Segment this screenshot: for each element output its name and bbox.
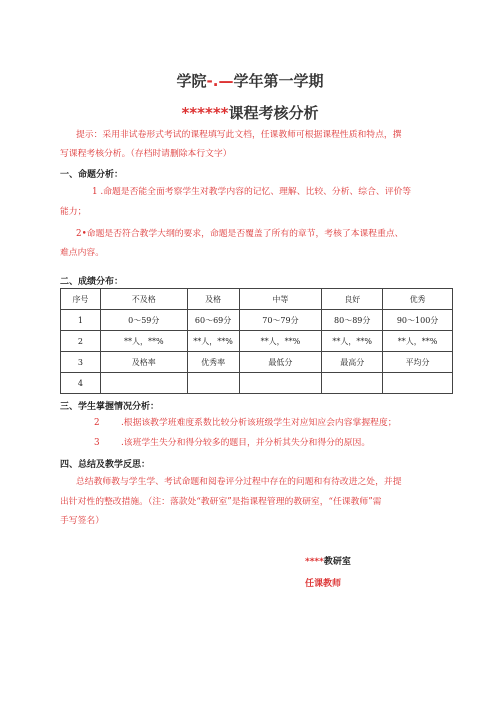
table-cell: 2 — [61, 331, 101, 352]
table-cell: 平均分 — [383, 352, 453, 373]
table-cell: 优秀率 — [187, 352, 239, 373]
table-cell: **人，**% — [187, 331, 239, 352]
section-1-heading: 一、命题分析： — [60, 170, 124, 180]
table-row — [61, 289, 453, 310]
s3-item-2-text: .该班学生失分和得分较多的题目，并分析其失分和得分的原因。 — [121, 438, 371, 448]
s1-paragraph-1: 1 .命题是否能全面考察学生对教学内容的记忆、理解、比较、分析、综合、评价等 — [92, 187, 412, 197]
dept-signature: ****教研室 — [305, 557, 351, 567]
table-cell — [239, 373, 322, 394]
s4-line-3: 手写签名） — [60, 516, 104, 526]
table-cell: 最低分 — [239, 352, 322, 373]
table-cell: 及格率 — [100, 352, 187, 373]
table-cell: **人，**% — [383, 331, 453, 352]
table-cell: 良好 — [322, 289, 383, 310]
table-row — [61, 373, 453, 394]
table-cell: 60～69分 — [187, 310, 239, 331]
table-cell: **人，**% — [322, 331, 383, 352]
page-subtitle: ******课程考核分析 — [181, 104, 319, 122]
hint-text: 提示：采用非试卷形式考试的课程填写此文档，任课教师可根据课程性质和特点，撰 — [76, 130, 402, 140]
table-cell: 优秀 — [383, 289, 453, 310]
table-cell: 中等 — [239, 289, 322, 310]
s3-item-1-text: .根据该教学班难度系数比较分析该班级学生对应知应会内容掌握程度； — [121, 418, 397, 428]
table-cell: 4 — [61, 373, 101, 394]
table-cell: 最高分 — [322, 352, 383, 373]
table-row — [61, 331, 453, 352]
s3-item-1-num: 2 — [94, 418, 100, 428]
table-row — [61, 310, 453, 331]
teacher-signature: 任课教师 — [305, 579, 342, 589]
s4-line-1: 总结教师教与学生学、考试命题和阅卷评分过程中存在的问题和有待改进之处，并提 — [76, 477, 402, 487]
table-cell: 80～89分 — [322, 310, 383, 331]
table-row — [61, 352, 453, 373]
table-cell — [383, 373, 453, 394]
table-cell — [187, 373, 239, 394]
s1-paragraph-1-cont: 能力； — [60, 207, 87, 217]
table-cell: **人，**% — [100, 331, 187, 352]
table-cell: 70～79分 — [239, 310, 322, 331]
grade-table — [60, 288, 453, 394]
table-cell: 及格 — [187, 289, 239, 310]
page-title: 学院-.—学年第一学期 — [176, 72, 324, 90]
section-2-heading: 二、成绩分布： — [60, 277, 124, 287]
section-4-heading: 四、总结及教学反思： — [60, 460, 151, 470]
hint-text-line2: 写课程考核分析。（存档时请删除本行文字） — [60, 149, 232, 159]
subtitle-stars: ****** — [181, 104, 229, 122]
s1-paragraph-2: 2•命题是否符合教学大纲的要求，命题是否覆盖了所有的章节，考核了本课程重点、 — [76, 229, 404, 239]
table-cell: 序号 — [61, 289, 101, 310]
table-cell — [100, 373, 187, 394]
table-cell: 3 — [61, 352, 101, 373]
table-cell: 90～100分 — [383, 310, 453, 331]
title-dash: -.— — [206, 72, 234, 90]
table-cell: 不及格 — [100, 289, 187, 310]
s3-item-2-num: 3 — [94, 438, 100, 448]
section-3-heading: 三、学生掌握情况分析： — [60, 402, 160, 412]
table-cell: **人，**% — [239, 331, 322, 352]
table-cell: 1 — [61, 310, 101, 331]
table-cell — [322, 373, 383, 394]
table-cell: 0～59分 — [100, 310, 187, 331]
s4-line-2: 出针对性的整改措施。（注：落款处“教研室”是指课程管理的教研室，“任课教师”需 — [60, 497, 382, 507]
s1-paragraph-2-cont: 难点内容。 — [60, 248, 104, 258]
